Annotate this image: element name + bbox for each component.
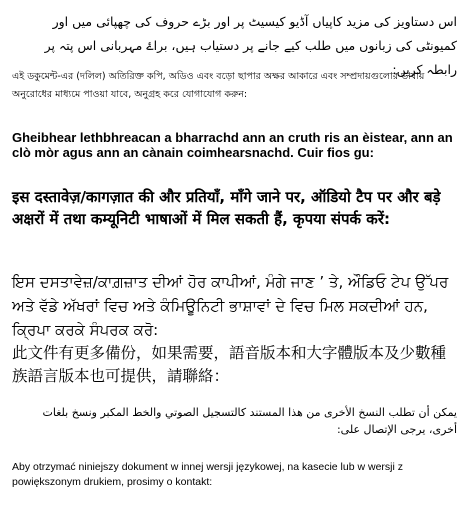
punjabi-paragraph: ਇਸ ਦਸਤਾਵੇਜ਼/ਕਾਗ਼ਜ਼ਾਤ ਦੀਆਂ ਹੋਰ ਕਾਪੀਆਂ, ਮੰਗੇ ਜਾਣ ’ ਤੇ, ਔਡਿਓ ਟੇਪ ਉੱਪਰ ਅਤੇ ਵੱਡੇ ਅੱਖਰਾਂ ਵਿਚ ਅਤੇ ਕੰਮਿਊਨਿਟੀ ਭਾਸ਼ਾਵਾਂ ਦੇ ਵਿਚ ਮਿਲ ਸਕਦੀਆਂ ਹਨ, ਕ੍ਰਿਪਾ ਕਰਕੇ ਸੰਪਰਕ ਕਰੋ: — [12, 273, 449, 339]
chinese-paragraph: 此文件有更多備份，如果需要，語音版本和大字體版本及少數種族語言版本也可提供，請聯絡： — [12, 344, 447, 385]
gaelic-paragraph: Gheibhear lethbhreacan a bharrachd ann an cruth ris an èistear, ann an clò mòr agus ann an cànain coimhearsnachd. Cuir fios gu: — [12, 130, 453, 160]
bengali-paragraph: এই ডকুমেন্ট-এর (দলিল) অতিরিক্ত কপি, অডিও এবং বড়ো ছাপার অক্ষর আকারে এবং সম্প্রদায়গুলোর ভাষায় অনুরোধের মাধ্যমে পাওয়া যাবে, অনুগ্রহ করে যোগাযোগ করুন: — [12, 71, 425, 100]
urdu-paragraph: اس دستاویز کی مزید کاپیاں آڈیو کیسیٹ پر اور بڑے حروف کی چھپائی میں اور کمیونٹی کی زبانوں میں طلب کیے جانے پر دستیاب ہیں، براۓ مہربانی اس پتہ پر رابطہ کریں: — [44, 14, 457, 77]
hindi-paragraph: इस दस्तावेज़/कागज़ात की और प्रतियाँ, माँगे जाने पर, ऑडियो टैप पर और बड़े अक्षरों में तथा कम्यूनिटी भाषाओं में मिल सकती हैं, कृपया संपर्क करें: — [12, 188, 441, 228]
polish-paragraph: Aby otrzymać niniejszy dokument w innej wersji językowej, na kasecie lub w wersji z powiększonym drukiem, prosimy o kontakt: — [12, 461, 403, 488]
arabic-paragraph: يمكن أن تطلب النسخ الأخرى من هذا المستند كالتسجيل الصوتي والخط المكبر ونسخ بلغات أخرى، يرجى الإتصال على: — [42, 406, 457, 436]
